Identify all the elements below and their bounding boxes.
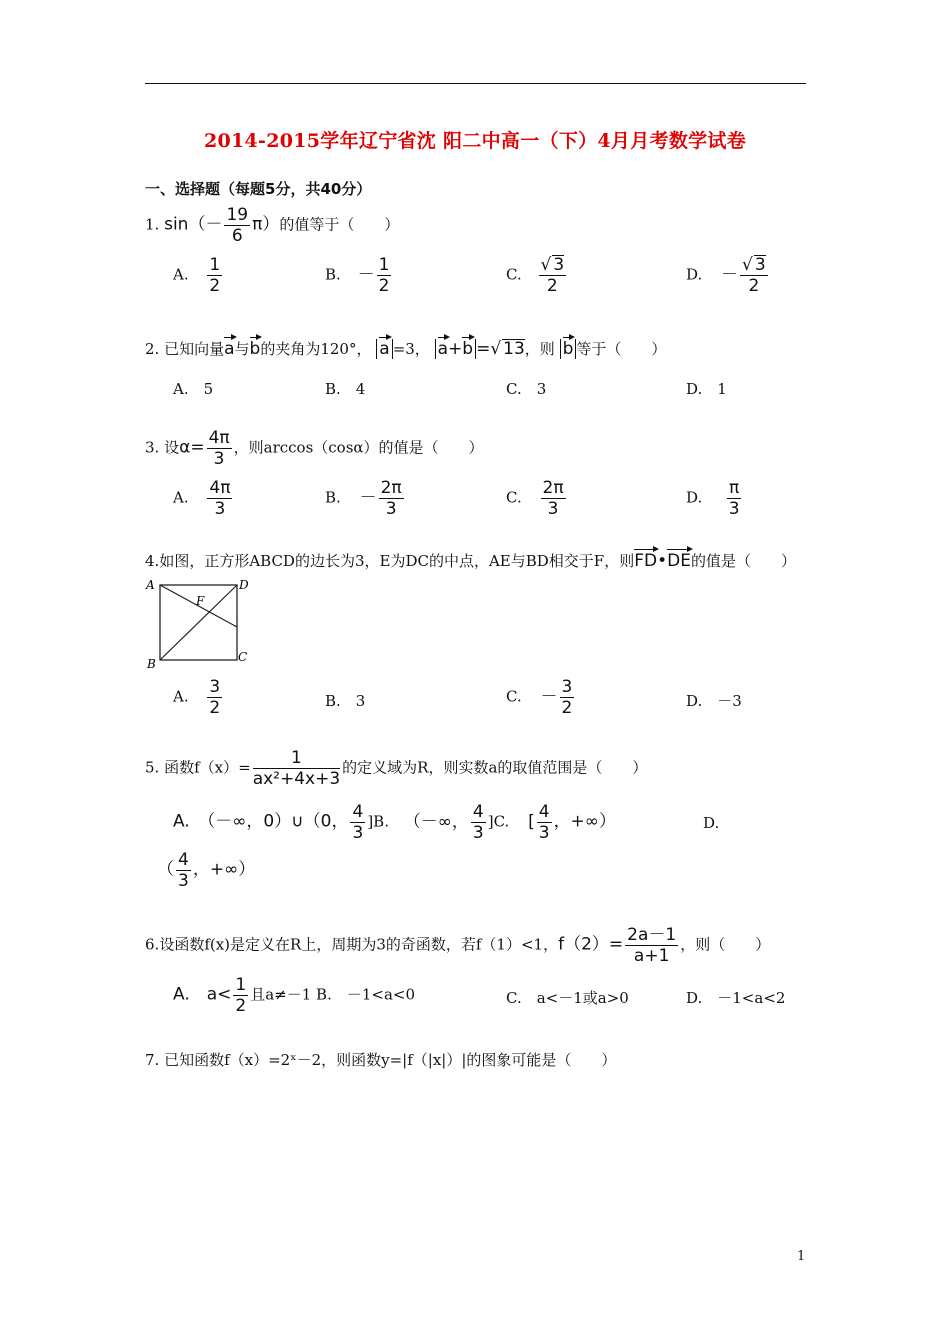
q4-option-c: C. － $\frac{3}{2}$ bbox=[506, 677, 573, 718]
question-6: 6.设函数f(x)是定义在R上，周期为3的奇函数，若f（1）<1，f（2）= $\frac{2a-1}{a+1}$ ，则（ ） bbox=[145, 925, 771, 966]
question-1 bbox=[145, 205, 399, 246]
fraction: $\frac{1}{\text{ax²+4x+3}}$ bbox=[252, 748, 341, 789]
question-5: 5. 函数f（x）= $\frac{1}{\text{ax²+4x+3}}$ 的定义域为R，则实数a的取值范围是（ ） bbox=[145, 748, 648, 789]
sin-text: sin bbox=[164, 214, 189, 235]
q3-option-b: B. － $\frac{2\pi}{3}$ bbox=[325, 478, 402, 519]
q5-options-abc: A. （－∞，0）∪（0， $\frac{4}{3}$ ]B. （－∞， $\frac{4}{3}$ ]C. [ $\frac{4}{3}$ ，+∞） bbox=[173, 802, 616, 843]
q1-option-a: A. $\frac{1}{2}$ bbox=[173, 255, 221, 296]
fraction: $\frac{2a-1}{a+1}$ bbox=[627, 925, 677, 966]
label-a: A bbox=[146, 578, 155, 592]
q1-option-b: B. － $\frac{1}{2}$ bbox=[325, 255, 390, 296]
q2-option-d: D. 1 bbox=[686, 380, 727, 398]
label-c: C bbox=[238, 650, 248, 664]
vector-fd: FD bbox=[634, 551, 658, 571]
q1-option-d: D. － $\frac{√ 3}{2}$ bbox=[686, 255, 766, 296]
q2-option-a: A. 5 bbox=[173, 380, 214, 398]
q5-option-d: （ $\frac{4}{3}$ ，+∞） bbox=[157, 850, 256, 891]
q4-option-b: B. 3 bbox=[325, 692, 366, 710]
page-title: 2014-2015学年辽宁省沈 阳二中高一（下）4月月考数学试卷 bbox=[203, 130, 747, 152]
q4-option-d: D. －3 bbox=[686, 692, 742, 710]
question-3: 3. 设α= $\frac{4\pi}{3}$ ，则arccos（cosα）的值是（ ） bbox=[145, 428, 484, 469]
norm-a: a bbox=[376, 339, 392, 359]
question-number: 1. bbox=[145, 215, 160, 234]
q3-option-c: C. $\frac{2\pi}{3}$ bbox=[506, 478, 564, 519]
label-b: B bbox=[147, 657, 156, 670]
paren: （－ bbox=[188, 214, 223, 235]
q6-options-ab: A. a< $\frac{1}{2}$ 且a≠－1 B. －1<a<0 bbox=[173, 975, 416, 1016]
fraction: $\frac{4\pi}{3}$ bbox=[208, 428, 230, 469]
header-rule bbox=[145, 83, 806, 84]
fraction: $\frac{19}{6}$ bbox=[226, 205, 249, 246]
q2-option-c: C. 3 bbox=[506, 380, 547, 398]
sqrt-13: √ 13 bbox=[490, 339, 525, 359]
label-d: D bbox=[239, 578, 249, 592]
q6-option-c: C. a<－1或a>0 bbox=[506, 989, 629, 1007]
fraction: $\frac{√ 3}{2}$ bbox=[742, 255, 766, 296]
question-4: 4.如图，正方形ABCD的边长为3，E为DC的中点，AE与BD相交于F，则FD•DE的值是（ ） bbox=[145, 551, 796, 571]
norm-b: b bbox=[560, 339, 577, 359]
vector-de: DE bbox=[667, 551, 691, 571]
fraction: $\frac{√ 3}{2}$ bbox=[540, 255, 565, 296]
section-heading: 一、选择题（每题5分，共40分） bbox=[145, 180, 372, 198]
pi-text: π） bbox=[252, 214, 280, 235]
fraction: $\frac{1}{2}$ bbox=[378, 255, 390, 296]
q6-option-d: D. －1<a<2 bbox=[686, 989, 786, 1007]
question-2: 2. 已知向量a与b的夹角为120°， a =3， a+b =√ 13，则 b 等于（ ） bbox=[145, 339, 667, 359]
vector-a: a bbox=[224, 339, 235, 359]
q5-option-d-label: D. bbox=[703, 814, 720, 832]
question-tail: 的值等于（ ） bbox=[279, 215, 400, 234]
question-7: 7. 已知函数f（x）=2ˣ－2，则函数y=|f（|x|）|的图象可能是（ ） bbox=[145, 1051, 617, 1069]
fraction: $\frac{1}{2}$ bbox=[209, 255, 221, 296]
square-figure bbox=[140, 575, 255, 670]
page-number: 1 bbox=[797, 1249, 806, 1264]
q3-option-d: D. $\frac{\pi}{3}$ bbox=[686, 478, 740, 519]
vector-b: b bbox=[249, 339, 261, 359]
q3-option-a: A. $\frac{4\pi}{3}$ bbox=[173, 478, 231, 519]
q2-option-b: B. 4 bbox=[325, 380, 366, 398]
norm-a-plus-b: a+b bbox=[435, 339, 476, 359]
q4-option-a: A. $\frac{3}{2}$ bbox=[173, 677, 221, 718]
q1-option-c: C. $\frac{√ 3}{2}$ bbox=[506, 255, 565, 296]
label-f: F bbox=[196, 594, 205, 608]
